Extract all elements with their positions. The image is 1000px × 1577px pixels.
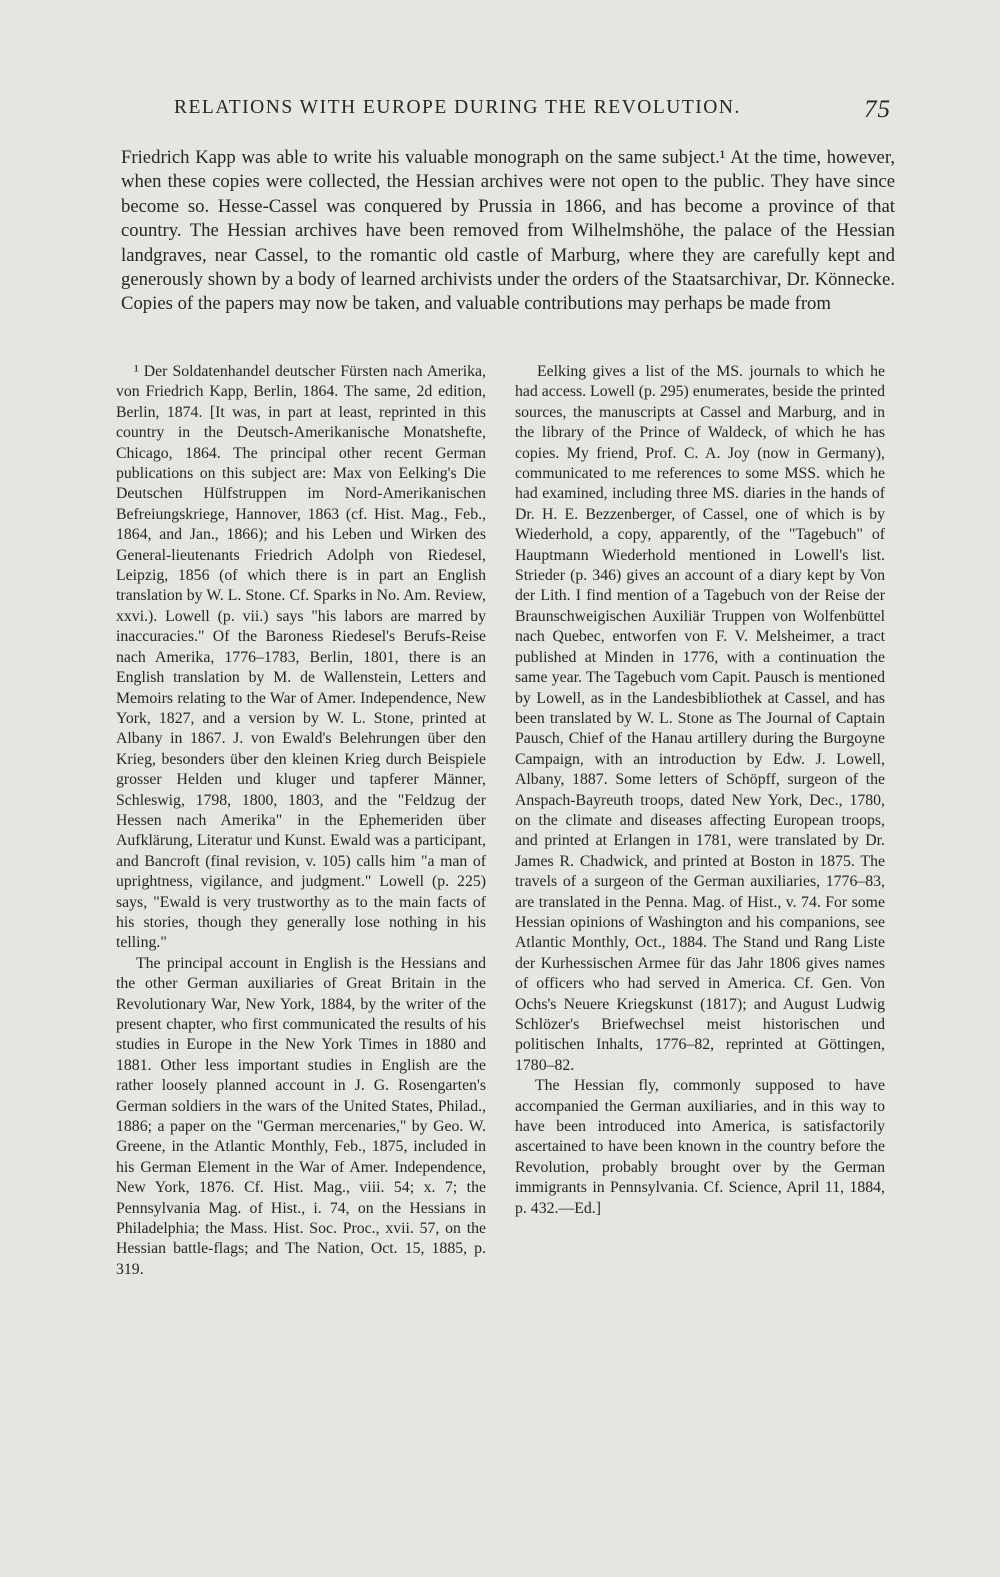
body-paragraph: Friedrich Kapp was able to write his valuable monograph on the same subject.¹ At the time, however, when these copies were collected, the Hessian archives were not open to the public. They have since become so. Hesse-Cassel was conquered by Prussia in 1866, and has become a province of that country. The Hessian archives have been removed from Wilhelmshöhe, the palace of the Hessian landgraves, near Cassel, to the romantic old castle of Marburg, where they are carefully kept and generously shown by a body of learned archivists under the orders of the Staatsarchivar, Dr. Könnecke. Copies of the papers may now be taken, and valuable contributions may perhaps be made from <box>121 147 895 315</box>
footnote-right-column <box>515 362 885 1372</box>
footnote-paragraph: ¹ Der Soldatenhandel deutscher Fürsten nach Amerika, von Friedrich Kapp, Berlin, 1864. The same, 2d edition, Berlin, 1874. [It was, in part at least, reprinted in this country in the Deutsch-Amerikanische Monatshefte, Chicago, 1864. The principal other recent German publications on this subject are: Max von Eelking's Die Deutschen Hülfstruppen im Nord-Amerikanischen Befreiungskriege, Hannover, 1863 (cf. Hist. Mag., Feb., 1864, and Jan., 1866); and his Leben und Wirken des General-lieutenants Friedrich Adolph von Riedesel, Leipzig, 1856 (of which there is in part an English translation by W. L. Stone. Cf. Sparks in No. Am. Review, xxvi.). Lowell (p. vii.) says "his labors are marred by inaccuracies." Of the Baroness Riedesel's Berufs-Reise nach Amerika, 1776–1783, Berlin, 1801, there is an English translation by M. de Wallenstein, Letters and Memoirs relating to the War of Amer. Independence, New York, 1827, and a version by W. L. Stone, printed at Albany in 1867. J. von Ewald's Belehrungen über den Krieg, besonders über den kleinen Krieg durch Beispiele grosser Helden und kluger und tapferer Männer, Schleswig, 1798, 1800, 1803, and the "Feldzug der Hessen nach Amerika" in the Ephemeriden über Aufklärung, Literatur und Kunst. Ewald was a participant, and Bancroft (final revision, v. 105) calls him "a man of uprightness, vigilance, and judgment." Lowell (p. 225) says, "Ewald is very trustworthy as to the main facts of his stories, though they generally lose nothing in his telling." <box>116 363 486 952</box>
page-number: 75 <box>864 96 891 123</box>
footnote-paragraph: The Hessian fly, commonly supposed to have accompanied the German auxiliaries, and in this way to have been introduced into America, is satisfactorily ascertained to have been known in the country before the Revolution, probably brought over by the German immigrants in Pennsylvania. Cf. Science, April 11, 1884, p. 432.—Ed.] <box>515 1077 885 1217</box>
footnote-paragraph: Eelking gives a list of the MS. journals to which he had access. Lowell (p. 295) enumerates, beside the printed sources, the manuscripts at Cassel and Marburg, and in the library of the Prince of Waldeck, of which he has copies. My friend, Prof. C. A. Joy (now in Germany), communicated to me references to some MSS. which he had examined, including three MS. diaries in the hands of Dr. H. E. Bezzenberger, of Cassel, one of which is by Wiederhold, a copy, apparently, of the "Tagebuch" of Hauptmann Wiederhold mentioned in Lowell's list. Strieder (p. 346) gives an account of a diary kept by Von der Lith. I find mention of a Tagebuch von der Reise der Braunschweigischen Auxiliär Truppen von Wolfenbüttel nach Quebec, entworfen von F. V. Melsheimer, a tract published at Minden in 1776, with a continuation the same year. The Tagebuch vom Capit. Pausch is mentioned by Lowell, as in the Landesbibliothek at Cassel, and has been translated by W. L. Stone as The Journal of Captain Pausch, Chief of the Hanau artillery during the Burgoyne Campaign, with an introduction by Edw. J. Lowell, Albany, 1887. Some letters of Schöpff, surgeon of the Anspach-Bayreuth troops, dated New York, Dec., 1780, on the climate and diseases affecting European troops, and printed at Erlangen in 1781, were translated by Dr. James R. Chadwick, and printed at Boston in 1875. The travels of a surgeon of the German auxiliaries, 1776–83, are translated in the Penna. Mag. of Hist., v. 74. For some Hessian opinions of Washington and his companions, see Atlantic Monthly, Oct., 1884. The Stand und Rang Liste der Kurhessischen Armee für das Jahr 1806 gives names of officers who had served in America. Cf. Gen. Von Ochs's Neuere Kriegskunst (1817); and August Ludwig Schlözer's Briefwechsel meist historischen und politischen Inhalts, 1776–82, reprinted at Göttingen, 1780–82. <box>515 363 885 1074</box>
footnote-left-column <box>116 362 486 1422</box>
running-head: RELATIONS WITH EUROPE DURING THE REVOLUTION. <box>174 97 741 118</box>
footnote-paragraph: The principal account in English is the Hessians and the other German auxiliaries of Great Britain in the Revolutionary War, New York, 1884, by the writer of the present chapter, who first communicated the results of his studies in Europe in the New York Times in 1880 and 1881. Other less important studies in English are the rather loosely planned account in J. G. Rosengarten's German soldiers in the wars of the United States, Philad., 1886; a paper on the "German mercenaries," by Geo. W. Greene, in the Atlantic Monthly, Feb., 1875, included in his German Element in the War of Amer. Independence, New York, 1876. Cf. Hist. Mag., viii. 54; x. 7; the Pennsylvania Mag. of Hist., i. 74, on the Hessians in Philadelphia; the Mass. Hist. Soc. Proc., xvii. 57, on the Hessian battle-flags; and The Nation, Oct. 15, 1885, p. 319. <box>116 954 486 1278</box>
